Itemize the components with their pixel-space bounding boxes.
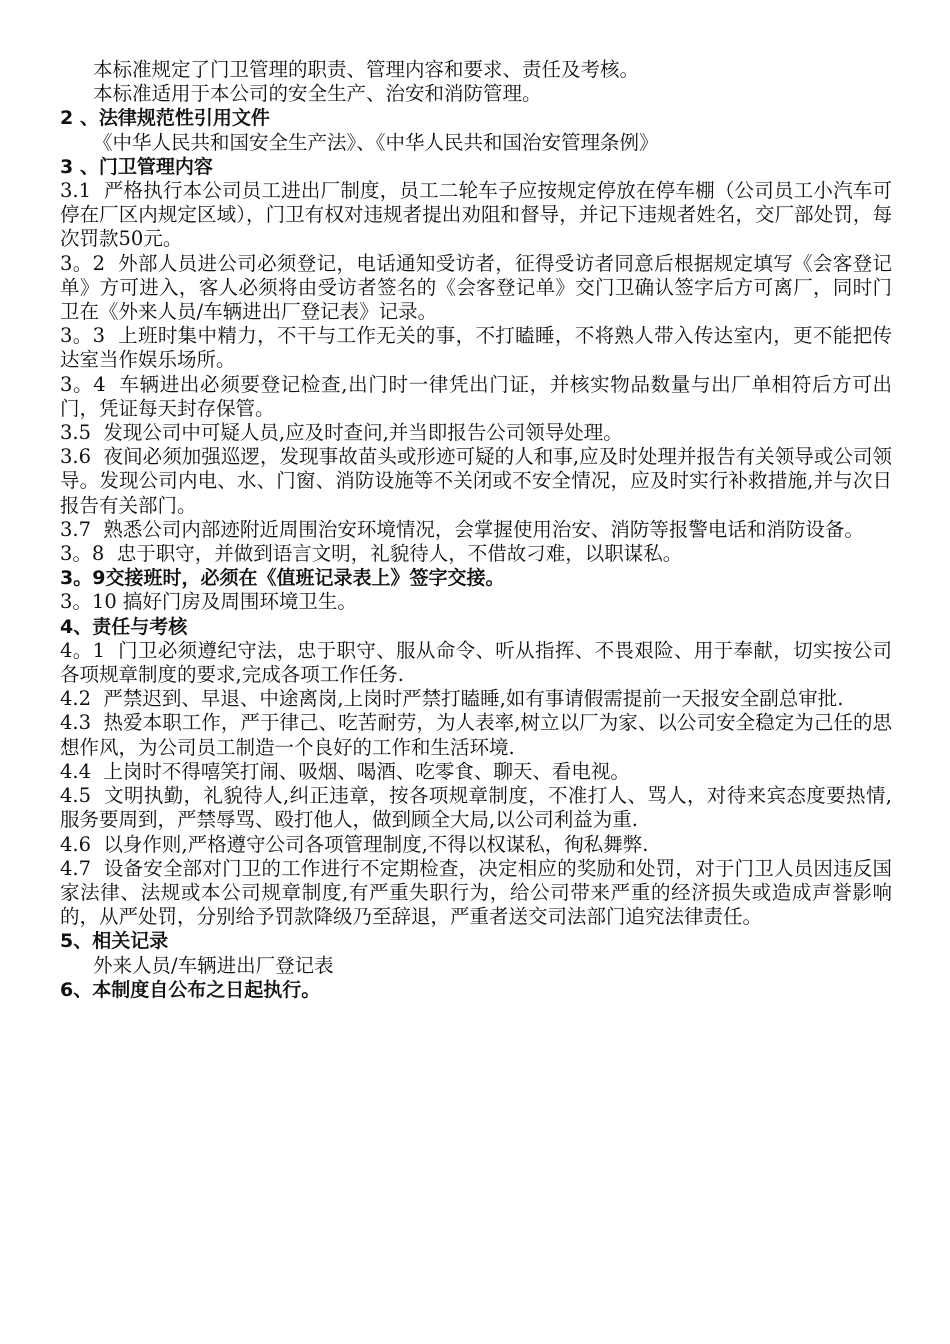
section-4-item-1: 4。1 门卫必须遵纪守法，忠于职守、服从命令、听从指挥、不畏艰险、用于奉献，切实按公司各项规章制度的要求,完成各项工作任务. [60,638,892,687]
section-3-item-1: 3.1 严格执行本公司员工进出厂制度，员工二轮车子应按规定停放在停车棚（公司员工小汽车可停在厂区内规定区域），门卫有权对违规者提出劝阻和督导，并记下违规者姓名，交厂部处罚，每次罚款50元。 [60,179,892,251]
section-4-item-3: 4.3 热爱本职工作，严于律己、吃苦耐劳，为人表率,树立以厂为家、以公司安全稳定为己任的思想作风，为公司员工制造一个良好的工作和生活环境. [60,711,892,759]
section-3-item-8: 3。8 忠于职守，并做到语言文明，礼貌待人，不借故刁难，以职谋私。 [60,542,683,566]
section-5-heading: 5、相关记录 [60,930,169,953]
section-4-item-6: 4.6 以身作则,严格遵守公司各项管理制度,不得以权谋私，徇私舞弊. [60,832,649,856]
intro-line-1: 本标准规定了门卫管理的职责、管理内容和要求、责任及考核。 [93,58,640,81]
section-3-item-4: 3。4 车辆进出必须要登记检查,出门时一律凭出门证，并核实物品数量与出厂单相符后方可出门，凭证每天封存保管。 [60,372,892,420]
section-2-heading: 2 、法律规范性引用文件 [60,107,270,130]
section-3-item-2: 3。2 外部人员进公司必须登记，电话通知受访者，征得受访者同意后根据规定填写《会客登记单》方可进入，客人必须将由受访者签名的《会客登记单》交门卫确认签字后方可离厂，同时门卫在《外来人员/车辆进出厂登记表》记录。 [60,251,892,324]
section-3-item-3: 3。3 上班时集中精力，不干与工作无关的事，不打瞌睡，不将熟人带入传达室内，更不能把传达室当作娱乐场所。 [60,324,892,372]
section-5-text: 外来人员/车辆进出厂登记表 [93,953,334,977]
section-3-item-5: 3.5 发现公司中可疑人员,应及时查问,并当即报告公司领导处理。 [60,421,623,445]
intro-line-2: 本标准适用于本公司的安全生产、治安和消防管理。 [93,82,542,106]
section-6-heading: 6、本制度自公布之日起执行。 [60,978,321,1001]
section-4-item-5: 4.5 文明执勤，礼貌待人,纠正违章，按各项规章制度，不准打人、骂人，对待来宾态度要热情,服务要周到，严禁辱骂、殴打他人，做到顾全大局,以公司利益为重. [60,784,892,832]
section-3-item-6: 3.6 夜间必须加强巡逻，发现事故苗头或形迹可疑的人和事,应及时处理并报告有关领导或公司领导。发现公司内电、水、门窗、消防设施等不关闭或不安全情况，应及时实行补救措施,并与次日报告有关部门。 [60,445,892,517]
section-2-text: 《中华人民共和国安全生产法》、《中华人民共和国治安管理条例》 [93,130,659,154]
section-3-item-7: 3.7 熟悉公司内部迹附近周围治安环境情况，会掌握使用治安、消防等报警电话和消防设备。 [60,517,864,541]
section-4-item-4: 4.4 上岗时不得嘻笑打闹、吸烟、喝酒、吃零食、聊天、看电视。 [60,759,630,783]
section-3-item-9: 3。9交接班时，必须在《值班记录表上》签字交接。 [60,567,505,590]
section-3-heading: 3 、门卫管理内容 [60,155,213,178]
section-4-item-7: 4.7 设备安全部对门卫的工作进行不定期检查，决定相应的奖励和处罚，对于门卫人员因违反国家法律、法规或本公司规章制度,有严重失职行为，给公司带来严重的经济损失或造成声誉影响的，从严处罚，分别给予罚款降级乃至辞退，严重者送交司法部门追究法律责任。 [60,856,892,929]
section-4-heading: 4、责任与考核 [60,615,188,638]
section-3-item-10: 3。10 搞好门房及周围环境卫生。 [60,590,357,614]
section-4-item-2: 4.2 严禁迟到、早退、中途离岗,上岗时严禁打瞌睡,如有事请假需提前一天报安全副总审批. [60,687,844,711]
document-page [60,58,892,1002]
